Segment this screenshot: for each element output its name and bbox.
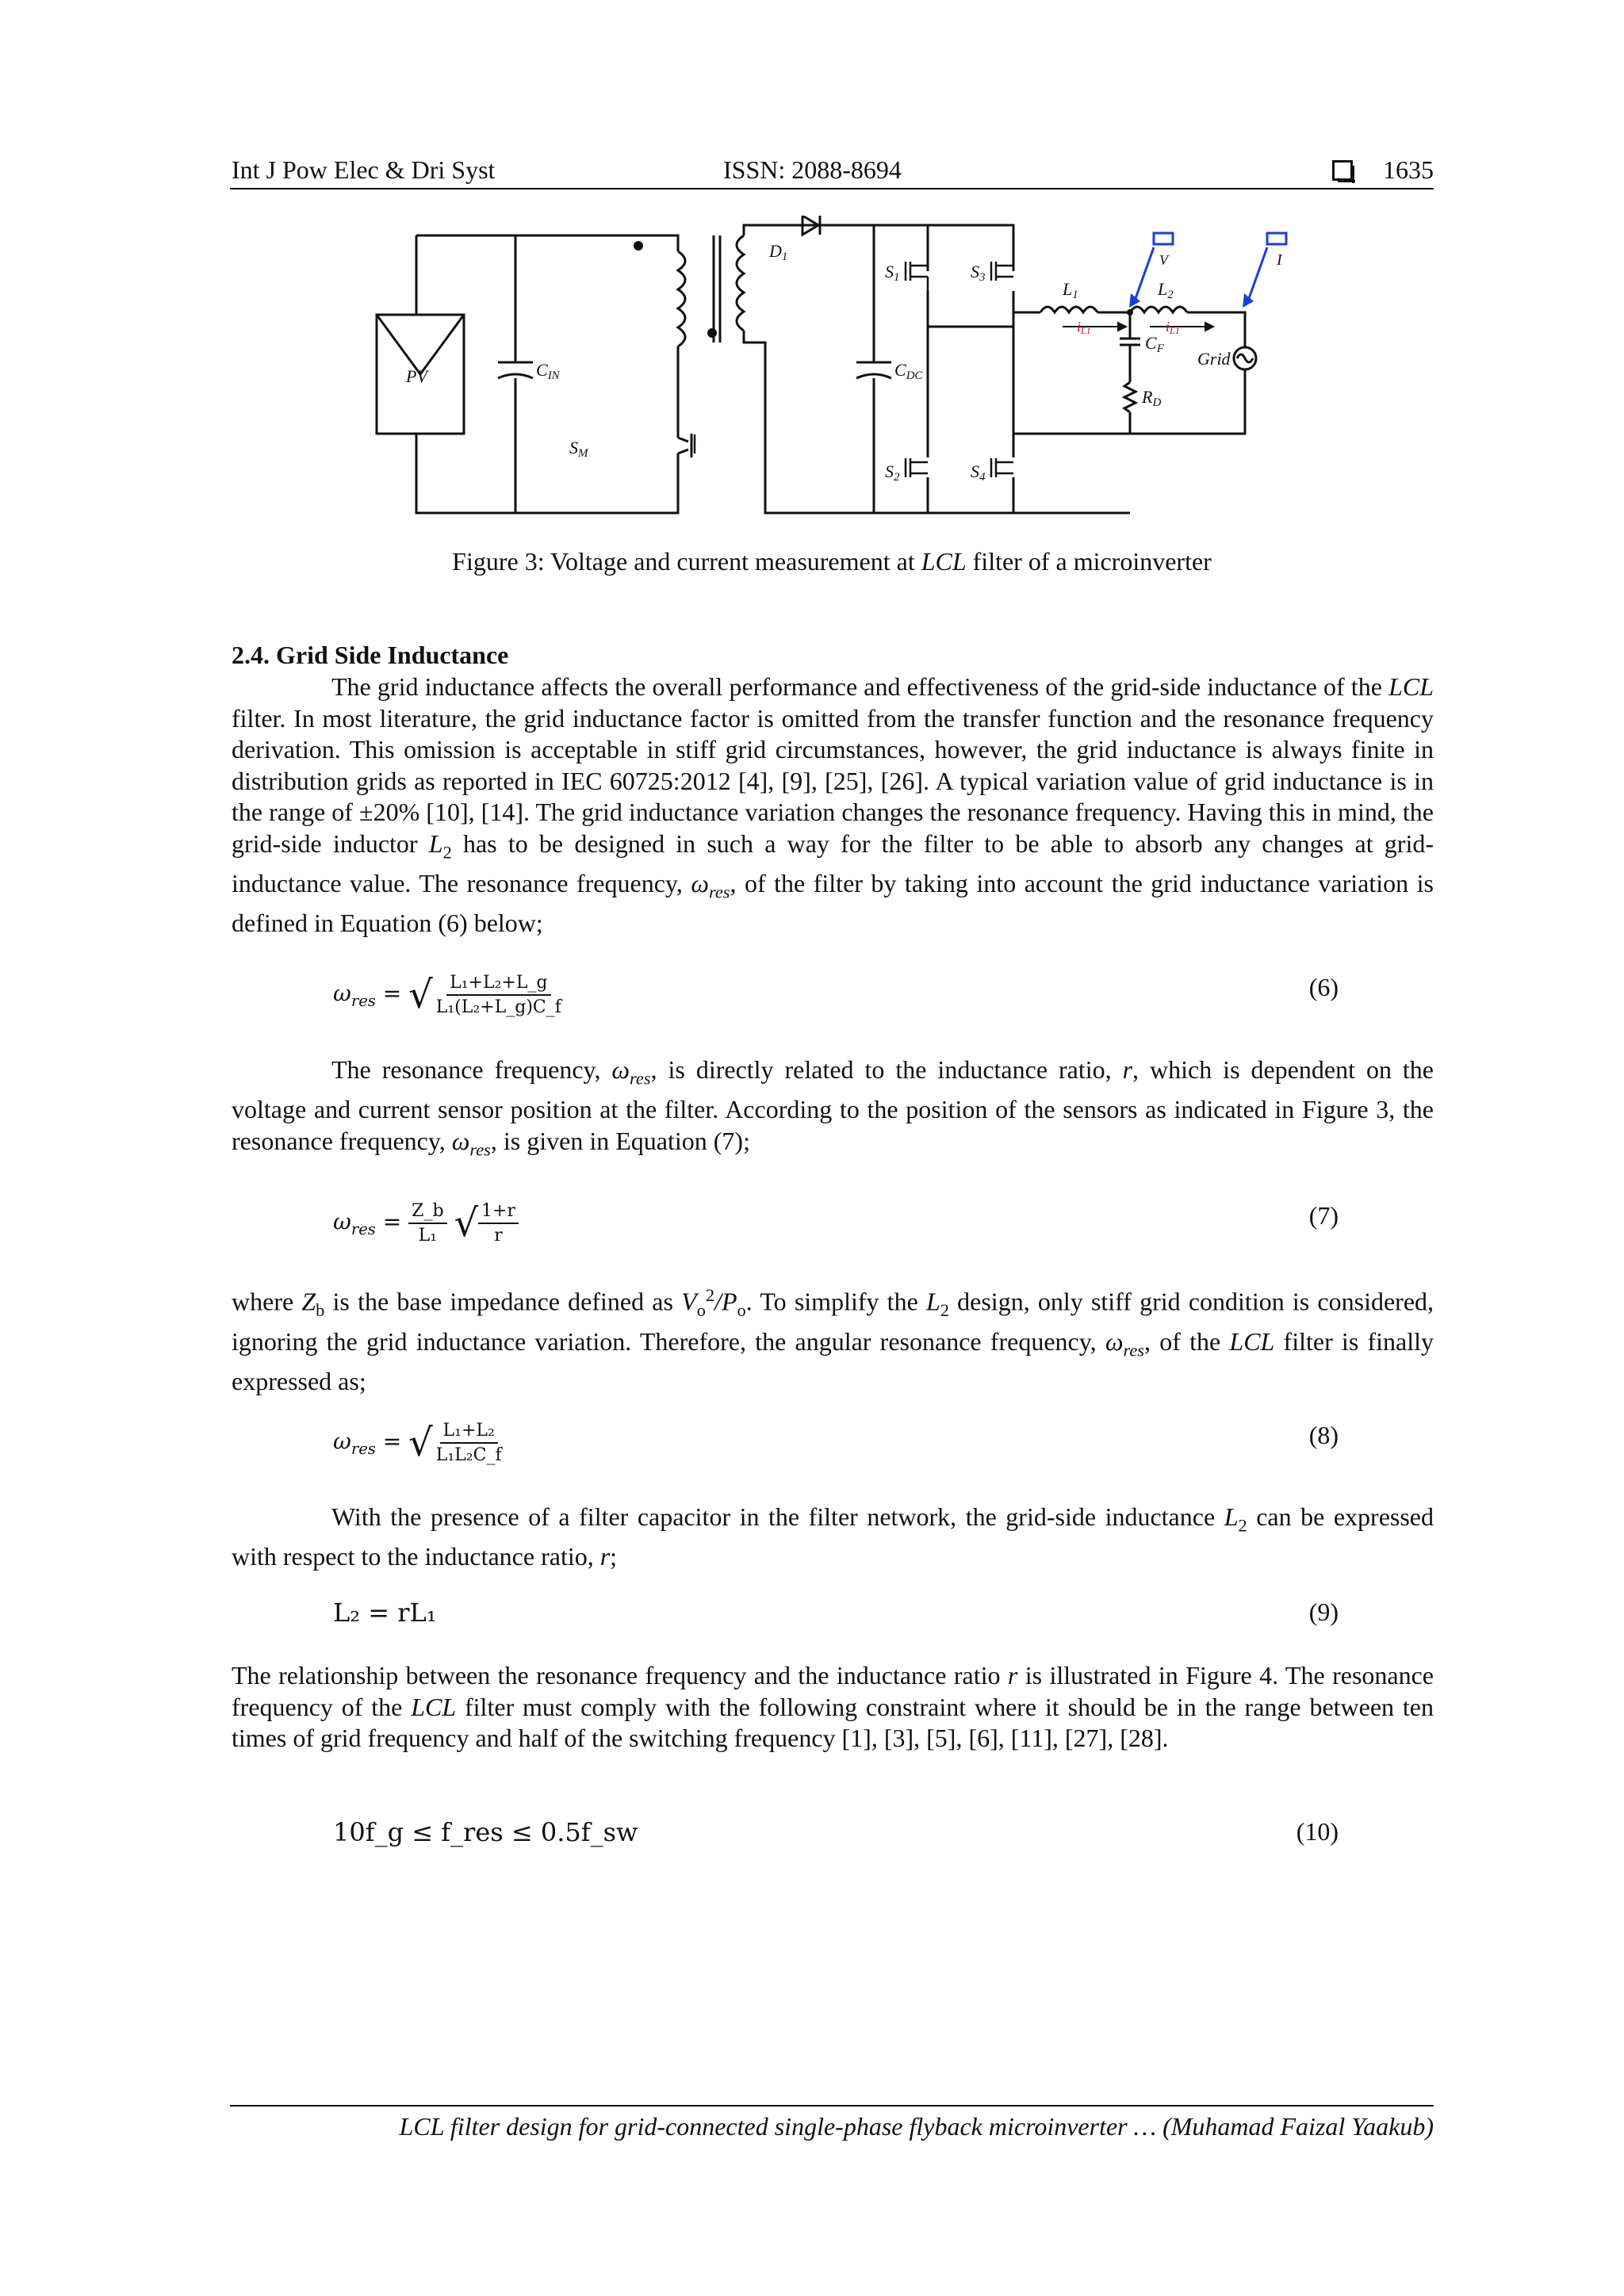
equation-10-label: (10) [1296, 1817, 1339, 1846]
label-v-probe: V [1159, 252, 1168, 268]
label-s1: S1 [885, 262, 900, 284]
label-il1: iL1 [1077, 319, 1091, 336]
paragraph-2: The resonance frequency, $\omega_{res}$, is directly related to the inductance ratio, r, which is dependent on the voltage and current sensor position at the filter. According to the position of the sensors as indicated in Figure 3, the resonance frequency, $\omega_{res}$, is given in Equation (7); [232, 1055, 1434, 1159]
label-s2: S2 [885, 461, 900, 484]
square-icon [1332, 160, 1353, 181]
label-il2: iL1 [1166, 319, 1180, 336]
paragraph-3: where $Z_b$ is the base impedance defined as $V_o^2/P_o$. To simplify the $L_2$ design, only stiff grid condition is considered, ignoring the grid inductance variation. Therefore, the angular resonance frequency, $\omega_{res}$, of the LCL filter is finally expressed as; [232, 1285, 1434, 1395]
label-rd: RD [1142, 387, 1162, 409]
running-footer: LCL filter design for grid-connected single-phase flyback microinverter … (Muhamad Faizal Yaakub) [399, 2112, 1434, 2141]
page-number-group [1332, 155, 1434, 185]
circuit-diagram [365, 216, 1316, 525]
paragraph-1: The grid inductance affects the overall performance and effectiveness of the grid-side inductance of the LCL filter. In most literature, the grid inductance factor is omitted from the transfer function and the resonance frequency derivation. This omission is acceptable in stiff grid circumstances, however, the grid inductance is always finite in distribution grids as reported in IEC 60725:2012 [4], [9], [25], [26]. A typical variation value of grid inductance is in the range of ±20% [10], [14]. The grid inductance variation changes the resonance frequency. Having this in mind, the grid-side inductor $L_2$ has to be designed in such a way for the filter to be able to absorb any changes at grid-inductance value. The resonance frequency, $\omega_{res}$, of the filter by taking into account the grid inductance variation is defined in Equation (6) below; [232, 672, 1434, 937]
figure-caption: Figure 3: Voltage and current measurement at LCL filter of a microinverter [452, 547, 1212, 576]
label-sm: SM [569, 438, 588, 460]
label-cin: CIN [536, 360, 560, 382]
section-title: 2.4. Grid Side Inductance [232, 641, 509, 669]
running-header [232, 155, 1434, 190]
label-i-probe: I [1277, 251, 1282, 269]
equation-9-label: (9) [1308, 1598, 1339, 1626]
issn: ISSN: 2088-8694 [723, 155, 902, 184]
label-cf: CF [1145, 333, 1164, 355]
equation-8: $\omega_{res}$ = √ $\frac{\text{L₁+L₂}}{\text{L₁L₂C\_f}}$ (8) [333, 1421, 1339, 1465]
journal-name: Int J Pow Elec & Dri Syst [232, 155, 496, 184]
equation-8-label: (8) [1308, 1421, 1339, 1449]
equation-6: $\omega_{res}$ = √ $\frac{\text{L₁+L₂+L\_g}}{\text{L₁(L₂+L\_g)C\_f}}$ (6) [333, 973, 1339, 1017]
footer-rule [230, 2105, 1434, 2107]
label-cdc: CDC [894, 360, 923, 382]
label-l2: L2 [1158, 279, 1174, 301]
header-rule [230, 188, 1434, 189]
label-d1: D1 [769, 241, 788, 263]
label-grid: Grid [1197, 349, 1231, 369]
equation-10: 10f_g ≤ f_res ≤ 0.5f_sw (10) [333, 1817, 1339, 1847]
label-pv: PV [406, 366, 427, 386]
page-number: 1635 [1383, 155, 1434, 184]
paragraph-4: With the presence of a filter capacitor in the filter network, the grid-side inductance $L_2$ can be expressed with respect to the inductance ratio, r; [232, 1502, 1434, 1571]
equation-6-label: (6) [1308, 973, 1339, 1001]
equation-9: L₂ = rL₁ (9) [333, 1598, 1339, 1628]
label-l1: L1 [1063, 279, 1078, 301]
label-s3: S3 [971, 262, 986, 284]
label-s4: S4 [971, 461, 986, 484]
equation-7-label: (7) [1308, 1201, 1339, 1230]
paragraph-5: The relationship between the resonance frequency and the inductance ratio r is illustrated in Figure 4. The resonance frequency of the LCL filter must comply with the following constraint where it should be in the range between ten times of grid frequency and half of the switching frequency [1], [3], [5], [6], [11], [27], [28]. [232, 1661, 1434, 1753]
equation-7: $\omega_{res}$ = $\frac{Z\_b}{\text{L₁}}$ √ $\frac{1+r}{r}$ (7) [333, 1201, 1339, 1246]
